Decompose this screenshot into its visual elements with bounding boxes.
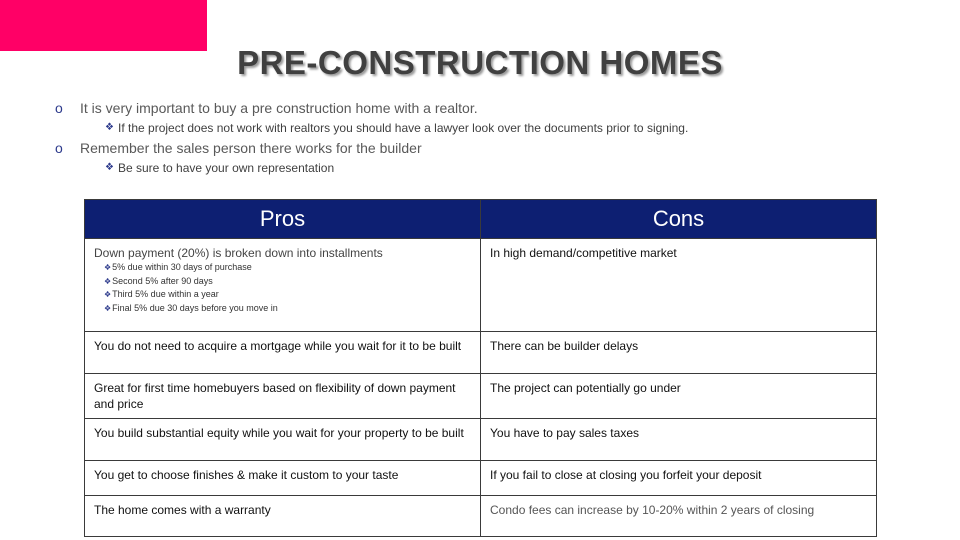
- installment-item: [94, 261, 471, 275]
- installment-item: [94, 275, 471, 289]
- diamond-bullet-icon: ❖: [104, 303, 112, 313]
- page-title: PRE-CONSTRUCTION HOMES: [237, 44, 723, 81]
- installment-text: 5% due within 30 days of purchase: [112, 262, 252, 272]
- installment-text: Third 5% due within a year: [112, 289, 219, 300]
- diamond-bullet-icon: ❖: [104, 290, 112, 300]
- pro-text: Down payment (20%) is broken down into installments: [94, 246, 383, 260]
- table-row: [85, 239, 877, 332]
- diamond-bullet-icon: ❖: [105, 162, 114, 173]
- bullet-text: It is very important to buy a pre construction home with a realtor.: [80, 100, 478, 116]
- bullet-item: [55, 99, 915, 119]
- diamond-bullet-icon: ❖: [104, 263, 112, 272]
- sub-bullet-text: Be sure to have your own representation: [118, 161, 335, 175]
- table-header-row: [85, 200, 877, 239]
- diamond-bullet-icon: ❖: [104, 276, 112, 286]
- pro-cell: [85, 239, 481, 332]
- table-row: [85, 496, 877, 537]
- pro-cell: Great for first time homebuyers based on flexibility of down payment and price: [85, 374, 481, 419]
- pro-cell: You get to choose finishes & make it custom to your taste: [85, 461, 481, 496]
- con-cell: Condo fees can increase by 10-20% within 2 years of closing: [481, 496, 877, 537]
- sub-bullet-item: [55, 119, 915, 139]
- circle-bullet-icon: o: [55, 140, 63, 156]
- con-cell: You have to pay sales taxes: [481, 419, 877, 461]
- table-row: [85, 332, 877, 374]
- table-row: [85, 461, 877, 496]
- con-cell: If you fail to close at closing you forfeit your deposit: [481, 461, 877, 496]
- bullet-text: Remember the sales person there works for the builder: [80, 140, 422, 156]
- bullet-item: [55, 139, 915, 159]
- installment-text: Final 5% due 30 days before you move in: [112, 302, 278, 313]
- bullet-list: [55, 99, 915, 179]
- con-cell: The project can potentially go under: [481, 374, 877, 419]
- installment-item: [94, 288, 471, 302]
- pros-cons-table: [84, 199, 877, 537]
- installment-item: [94, 302, 471, 316]
- sub-bullet-item: [55, 159, 915, 179]
- pro-cell: You build substantial equity while you wait for your property to be built: [85, 419, 481, 461]
- pro-cell: You do not need to acquire a mortgage while you wait for it to be built: [85, 332, 481, 374]
- pro-cell: The home comes with a warranty: [85, 496, 481, 537]
- table-row: [85, 374, 877, 419]
- diamond-bullet-icon: ❖: [105, 122, 114, 133]
- cons-header: Cons: [481, 200, 877, 239]
- pros-header: Pros: [85, 200, 481, 239]
- con-cell: In high demand/competitive market: [481, 239, 877, 332]
- sub-bullet-text: If the project does not work with realtors you should have a lawyer look over the documents prior to signing.: [118, 121, 689, 135]
- table-row: [85, 419, 877, 461]
- circle-bullet-icon: o: [55, 100, 63, 116]
- con-cell: There can be builder delays: [481, 332, 877, 374]
- installment-text: Second 5% after 90 days: [112, 275, 213, 286]
